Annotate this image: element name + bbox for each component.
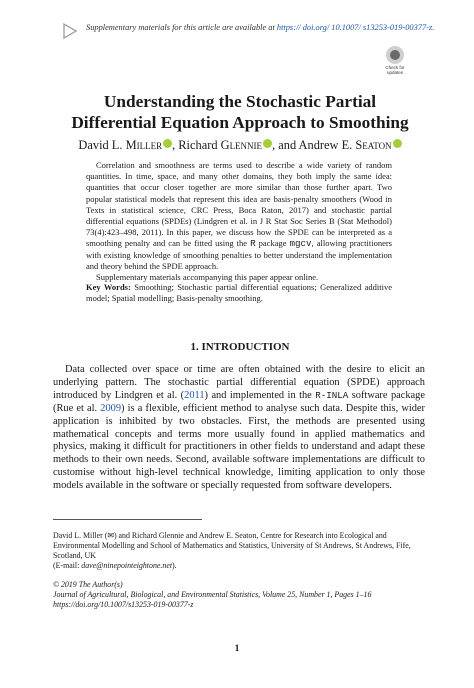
page-number: 1 — [234, 644, 240, 654]
orcid-icon[interactable] — [263, 139, 272, 148]
body-text-span: ) is a flexible, efficient method to analyse such data. Despite this, wider application is inhibited by two obstacles. First, the methods are presented using mathematical concepts and terms more usually found in applied mathematics and physics, making it difficult for practitioners in other fields to understand and adapt these methods to their own needs. Second, available software implementations are difficult to customise without high-level technical knowledge, limiting application to only those models available in the software or specially requested from software developers. — [53, 402, 426, 492]
code-r: R — [250, 238, 256, 250]
affiliation-text: David L. Miller (✉) and Richard Glennie and Andrew E. Seaton, Centre for Research into Ecological and Environmental Modelling and School of Mathematics and Statistics, University of St Andrews, St Andrews, Fife, Scotland, UK — [53, 531, 411, 560]
check-updates-icon — [386, 46, 404, 64]
author-3-name: , and Andrew E. S — [272, 138, 363, 152]
author-2-name: , Richard G — [172, 138, 230, 152]
orcid-icon[interactable] — [393, 139, 402, 148]
code-rinla: R-INLA — [315, 389, 349, 401]
abstract — [86, 160, 392, 283]
abstract-supplementary: Supplementary materials accompanying this paper appear online. — [96, 272, 319, 283]
copyright-line: © 2019 The Author(s) — [53, 580, 123, 589]
check-updates-label: Check for updates — [385, 65, 405, 75]
abstract-text: , allowing practitioners with existing knowledge of smoothing penalties to better understand the implementation and theory behind the SPDE approach. — [86, 238, 392, 271]
keywords-text: Smoothing; Stochastic partial differential equations; Generalized additive model; Spatial modelling; Basis-penalty smoothing. — [86, 282, 392, 304]
section-heading: 1. INTRODUCTION — [190, 341, 290, 353]
copyright-block — [53, 580, 425, 610]
doi-link[interactable]: https://doi.org/10.1007/s13253-019-00377-z — [53, 600, 194, 609]
body-text — [53, 364, 425, 493]
author-1-name: David L. M — [78, 138, 137, 152]
author-3-surname: eaton — [362, 138, 392, 152]
check-for-updates-badge[interactable] — [382, 46, 408, 75]
email-end: ). — [172, 561, 177, 570]
intro-paragraph — [53, 364, 425, 493]
orcid-icon[interactable] — [163, 139, 172, 148]
author-1-surname: iller — [136, 138, 163, 152]
abstract-text: Correlation and smoothness are terms used to describe a wide variety of random quantities. In time, space, and many other domains, they both imply the same idea: quantities that occur closer together are more similar than those further apart. Two popular statistical models that represent this idea are basis-penalty smoothers (Wood in Texts in statistical science, CRC Press, Boca Raton, 2017) and stochastic partial differential equations (SPDEs) (Lindgren et al. in J R Stat Soc Series B (Stat Methodol) 73(4):423–498, 2011). In this paper, we discuss how the SPDE can be interpreted as a smoothing penalty and can be fitted using the — [86, 160, 392, 249]
author-list — [40, 138, 440, 153]
author-footnote — [53, 531, 425, 571]
abstract-text: package — [255, 238, 290, 249]
supplementary-prefix: Supplementary materials for this article are available at — [86, 23, 277, 32]
email-link[interactable]: dave@ninepointeightone.net — [81, 561, 173, 570]
code-mgcv: mgcv — [289, 238, 312, 250]
abstract-paragraph — [86, 160, 392, 272]
body-text-span: software package (Rue et al. — [53, 389, 425, 414]
paper-title — [40, 91, 440, 133]
citation-link[interactable]: 2009 — [100, 402, 122, 414]
author-2-surname: lennie — [229, 138, 263, 152]
title-line-1: Understanding the Stochastic Partial — [103, 92, 377, 111]
document-icon — [62, 22, 78, 40]
body-text-span: Data collected over space or time are often obtained with the desire to elicit an underlying pattern. The stochastic partial differential equation (SPDE) approach introduced by Lindgren et al. ( — [53, 364, 425, 401]
citation-link[interactable]: 2011 — [184, 389, 205, 401]
title-line-2: Differential Equation Approach to Smoothing — [71, 113, 409, 132]
keywords — [86, 282, 392, 304]
body-text-span: ) and implemented in the — [204, 389, 316, 401]
email-label: (E-mail: — [53, 561, 82, 570]
journal-info: Journal of Agricultural, Biological, and Environmental Statistics, Volume 25, Number 1, Pages 1–16 — [53, 590, 372, 599]
supplementary-note — [86, 23, 466, 32]
supplementary-link[interactable]: https:// doi.org/ 10.1007/ s13253-019-00377-z. — [276, 23, 435, 32]
footnote-divider — [53, 519, 202, 520]
keywords-label: Key Words: — [86, 282, 131, 292]
